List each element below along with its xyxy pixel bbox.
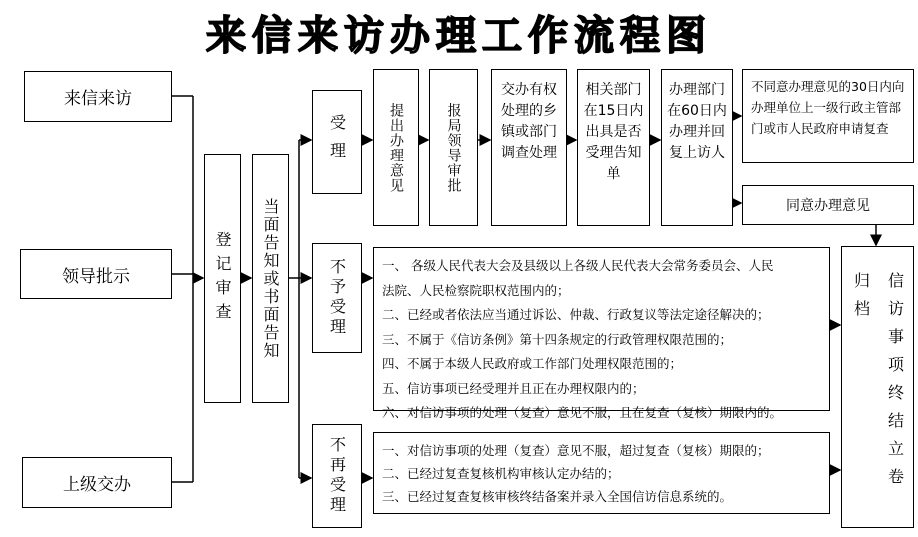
not-again-item: 二、已经过复查复核机构审核认定办结的； (382, 466, 620, 481)
agree-box: 同意办理意见 (742, 185, 914, 225)
not-again-conditions (373, 432, 830, 514)
reject-item: 六、对信访事项的处理（复查）意见不服，且在复查（复核）期限内的。 (382, 405, 783, 420)
step-propose: 提出办理意见 (373, 69, 419, 226)
register-review-box: 登记审查 (204, 154, 241, 403)
step-approve: 报局领导审批 (429, 69, 478, 226)
notify-box: 当面告知或书面告知 (252, 154, 289, 403)
branch-reject: 不予受理 (312, 243, 362, 353)
reject-item: 二、已经或者依法应当通过诉讼、仲裁、行政复议等法定途径解决的； (382, 307, 770, 322)
step-assign: 交办有权处理的乡镇或部门调查处理 (491, 69, 567, 226)
reject-item: 一、 各级人民代表大会及县级以上各级人民代表大会常务委员会、人民 (382, 258, 774, 273)
source-superior-assignment: 上级交办 (22, 457, 172, 508)
archive-box: 信访事项终结立卷归档 (841, 246, 914, 528)
not-again-item: 三、已经过复查复核审核终结备案并录入全国信访信息系统的。 (382, 489, 733, 504)
reject-item: 法院、人民检察院职权范围内的； (382, 282, 570, 298)
step-reply-60: 办理部门在60日内办理并回复上访人 (661, 69, 733, 226)
reject-item: 四、不属于本级人民政府或工作部门处理权限范围的； (382, 356, 683, 371)
not-again-item: 一、对信访事项的处理（复查）意见不服，超过复查（复核）期限的； (382, 443, 770, 458)
source-leader-instruction: 领导批示 (20, 249, 172, 299)
diagram-title: 来信来访办理工作流程图 (206, 13, 712, 59)
reject-conditions (373, 247, 830, 420)
reject-item: 五、信访事项已经受理并且正在办理权限内的； (382, 380, 645, 396)
disagree-box: 不同意办理意见的30日内向办理单位上一级行政主管部门或市人民政府申请复查 (742, 69, 914, 163)
branch-accept: 受理 (312, 90, 362, 194)
reject-item: 三、不属于《信访条例》第十四条规定的行政管理权限范围的； (382, 331, 733, 347)
source-letters-visits: 来信来访 (24, 71, 172, 122)
branch-not-again: 不再受理 (312, 424, 362, 528)
step-notice-15: 相关部门在15日内出具是否受理告知单 (577, 69, 650, 226)
